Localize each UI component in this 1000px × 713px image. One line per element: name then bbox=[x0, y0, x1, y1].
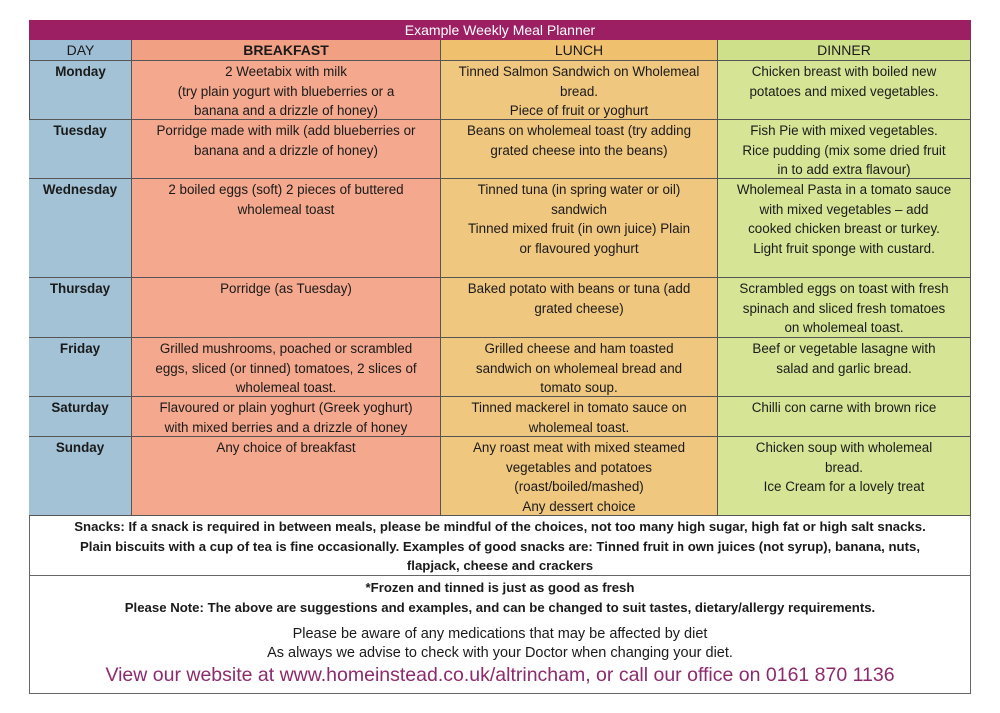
dinner-cell-line: Rice pudding (mix some dried fruit bbox=[742, 142, 946, 158]
breakfast-cell bbox=[132, 338, 441, 397]
lunch-cell bbox=[441, 397, 718, 437]
dinner-cell-line: Ice Cream for a lovely treat bbox=[763, 479, 925, 495]
breakfast-cell bbox=[132, 179, 441, 278]
lunch-cell-line: Tinned mackerel in tomato sauce on bbox=[471, 400, 687, 415]
snacks-line: flapjack, cheese and crackers bbox=[406, 558, 594, 573]
dinner-cell-line: Scrambled eggs on toast with fresh bbox=[739, 281, 949, 296]
breakfast-cell bbox=[132, 278, 441, 338]
breakfast-cell-line: eggs, sliced (or tinned) tomatoes, 2 slices of bbox=[155, 360, 417, 376]
dinner-cell-line: Light fruit sponge with custard. bbox=[753, 240, 935, 256]
header-day: DAY bbox=[29, 40, 132, 61]
lunch-cell-line: sandwich on wholemeal bread and bbox=[475, 360, 683, 376]
dinner-cell-line: salad and garlic bread. bbox=[776, 360, 912, 376]
lunch-cell bbox=[441, 120, 718, 179]
dinner-cell-line: potatoes and mixed vegetables. bbox=[749, 83, 939, 99]
lunch-cell-line: Tinned tuna (in spring water or oil) bbox=[477, 182, 681, 197]
lunch-cell bbox=[441, 179, 718, 278]
dinner-cell-line: with mixed vegetables – add bbox=[759, 201, 929, 217]
breakfast-cell-line: Any choice of breakfast bbox=[216, 440, 356, 455]
day-label: Friday bbox=[29, 338, 132, 397]
notes-section bbox=[29, 516, 971, 694]
lunch-cell-line: grated cheese) bbox=[534, 300, 624, 316]
breakfast-cell bbox=[132, 120, 441, 179]
dinner-cell-line: cooked chicken breast or turkey. bbox=[748, 221, 940, 237]
lunch-cell-line: Any roast meat with mixed steamed bbox=[472, 440, 686, 455]
breakfast-cell-line: wholemeal toast bbox=[237, 201, 335, 217]
header-breakfast: BREAKFAST bbox=[132, 40, 441, 61]
lunch-cell-line: wholemeal toast. bbox=[528, 419, 630, 435]
dinner-cell-line: Chicken soup with wholemeal bbox=[755, 440, 933, 455]
breakfast-cell-line: banana and a drizzle of honey) bbox=[194, 142, 378, 158]
snacks-note bbox=[30, 516, 970, 576]
breakfast-cell-line: 2 Weetabix with milk bbox=[225, 64, 347, 79]
day-label: Monday bbox=[29, 61, 132, 120]
breakfast-cell-line: wholemeal toast. bbox=[235, 380, 337, 396]
please-note: Please Note: The above are suggestions and examples, and can be changed to suit tastes, dietary/allergy requirements. bbox=[124, 599, 876, 615]
website-contact[interactable]: View our website at www.homeinstead.co.uk/altrincham, or call our office on 0161 870 1136 bbox=[105, 664, 895, 686]
dinner-cell bbox=[718, 278, 971, 338]
dinner-cell bbox=[718, 61, 971, 120]
breakfast-cell-line: with mixed berries and a drizzle of honey bbox=[164, 419, 408, 435]
meal-rows bbox=[29, 61, 971, 516]
planner-title: Example Weekly Meal Planner bbox=[29, 20, 971, 40]
lunch-cell bbox=[441, 437, 718, 516]
lunch-cell-line: Baked potato with beans or tuna (add bbox=[467, 281, 691, 296]
lunch-cell-line: vegetables and potatoes bbox=[506, 459, 652, 475]
dinner-cell-line: Chicken breast with boiled new bbox=[751, 64, 937, 79]
lunch-cell-line: tomato soup. bbox=[540, 380, 618, 396]
breakfast-cell bbox=[132, 437, 441, 516]
lunch-cell-line: Tinned Salmon Sandwich on Wholemeal bbox=[458, 64, 700, 79]
day-label: Thursday bbox=[29, 278, 132, 338]
lunch-cell-line: bread. bbox=[560, 83, 598, 99]
dinner-cell-line: in to add extra flavour) bbox=[777, 162, 911, 178]
footer bbox=[30, 576, 970, 693]
frozen-note: *Frozen and tinned is just as good as fresh bbox=[365, 580, 635, 595]
meal-grid bbox=[29, 40, 971, 61]
doctor-note: As always we advise to check with your Doctor when changing your diet. bbox=[267, 644, 733, 661]
dinner-cell-line: bread. bbox=[825, 459, 863, 475]
dinner-cell-line: on wholemeal toast. bbox=[784, 320, 904, 336]
breakfast-cell-line: (try plain yogurt with blueberries or a bbox=[177, 83, 395, 99]
breakfast-cell-line: Porridge (as Tuesday) bbox=[220, 281, 352, 296]
lunch-cell-line: Tinned mixed fruit (in own juice) Plain bbox=[467, 221, 691, 237]
snacks-line: Snacks: If a snack is required in between meals, please be mindful of the choices, not too many high sugar, high fat or high salt snacks. bbox=[74, 519, 926, 534]
lunch-cell bbox=[441, 61, 718, 120]
lunch-cell-line: grated cheese into the beans) bbox=[490, 142, 668, 158]
dinner-cell-line: Wholemeal Pasta in a tomato sauce bbox=[736, 182, 952, 197]
breakfast-cell-line: Flavoured or plain yoghurt (Greek yoghurt) bbox=[159, 400, 413, 415]
day-label: Wednesday bbox=[29, 179, 132, 278]
breakfast-cell bbox=[132, 397, 441, 437]
day-label: Sunday bbox=[29, 437, 132, 516]
header-lunch: LUNCH bbox=[441, 40, 718, 61]
dinner-cell bbox=[718, 338, 971, 397]
lunch-cell-line: Piece of fruit or yoghurt bbox=[509, 103, 649, 119]
snacks-line: Plain biscuits with a cup of tea is fine occasionally. Examples of good snacks are: Tinned fruit in own juices (not syrup), banana, nuts, bbox=[79, 538, 920, 554]
dinner-cell bbox=[718, 179, 971, 278]
dinner-cell-line: spinach and sliced fresh tomatoes bbox=[742, 300, 946, 316]
dinner-cell-line: Chilli con carne with brown rice bbox=[751, 400, 937, 415]
lunch-cell bbox=[441, 278, 718, 338]
dinner-cell-line: Fish Pie with mixed vegetables. bbox=[750, 123, 938, 138]
lunch-cell bbox=[441, 338, 718, 397]
lunch-cell-line: sandwich bbox=[551, 201, 607, 217]
breakfast-cell-line: Porridge made with milk (add blueberries or bbox=[156, 123, 416, 138]
lunch-cell-line: Beans on wholemeal toast (try adding bbox=[466, 123, 692, 138]
lunch-cell-line: Grilled cheese and ham toasted bbox=[484, 341, 674, 356]
meal-planner bbox=[29, 20, 971, 694]
dinner-cell bbox=[718, 437, 971, 516]
breakfast-cell-line: banana and a drizzle of honey) bbox=[194, 103, 378, 119]
dinner-cell bbox=[718, 397, 971, 437]
day-label: Tuesday bbox=[29, 120, 132, 179]
medications-note: Please be aware of any medications that may be affected by diet bbox=[292, 626, 708, 642]
breakfast-cell-line: Grilled mushrooms, poached or scrambled bbox=[159, 341, 413, 356]
lunch-cell-line: Any dessert choice bbox=[522, 498, 636, 514]
breakfast-cell bbox=[132, 61, 441, 120]
lunch-cell-line: (roast/boiled/mashed) bbox=[514, 479, 644, 495]
day-label: Saturday bbox=[29, 397, 132, 437]
dinner-cell bbox=[718, 120, 971, 179]
breakfast-cell-line: 2 boiled eggs (soft) 2 pieces of buttered bbox=[168, 182, 404, 197]
lunch-cell-line: or flavoured yoghurt bbox=[519, 240, 639, 256]
dinner-cell-line: Beef or vegetable lasagne with bbox=[752, 341, 936, 356]
header-dinner: DINNER bbox=[718, 40, 971, 61]
